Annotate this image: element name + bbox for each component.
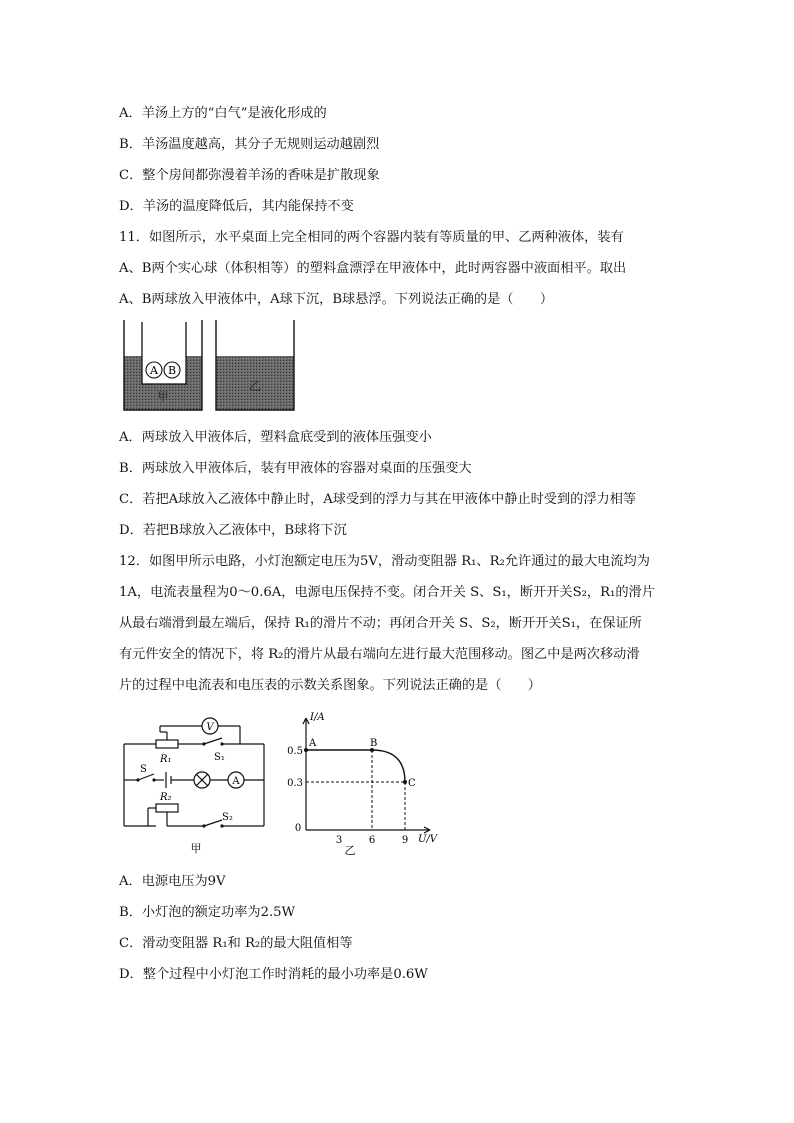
q12-iu-graph (284, 708, 440, 856)
q11-option-d: D．若把B球放入乙液体中，B球将下沉 (119, 523, 347, 538)
x-tick-label-0: 0 (294, 823, 302, 834)
r2-label: R₂ (160, 792, 172, 803)
q12-stem-line-4: 有元件安全的情况下，将 R₂的滑片从最右端向左进行最大范围移动。图乙中是两次移动滑 (119, 647, 640, 662)
graph-caption: 乙 (344, 844, 356, 856)
label-yi: 乙 (248, 379, 262, 393)
container-yi (216, 320, 294, 410)
point-c (403, 780, 407, 784)
ball-a-label: A (150, 364, 158, 377)
y-tick-label-0.5: 0.5 (287, 746, 303, 757)
q12-option-a: A．电源电压为9V (119, 874, 226, 889)
ammeter-label: A (232, 776, 240, 787)
point-label-c: C (408, 778, 416, 789)
q11-stem-line-1: 11．如图所示，水平桌面上完全相同的两个容器内装有等质量的甲、乙两种液体，装有 (119, 230, 624, 245)
q12-option-d: D．整个过程中小灯泡工作时消耗的最小功率是0.6W (119, 967, 428, 982)
container-jia (124, 320, 202, 410)
q11-stem-line-2: A、B两个实心球（体积相等）的塑料盒漂浮在甲液体中，此时两容器中液面相平。取出 (119, 261, 627, 276)
voltmeter-label: V (206, 722, 214, 733)
label-jia: 甲 (157, 390, 169, 403)
q10-option-b: B．羊汤温度越高，其分子无规则运动越剧烈 (119, 137, 380, 152)
q12-stem-line-1: 12．如图甲所示电路，小灯泡额定电压为5V，滑动变阻器 R₁、R₂允许通过的最大电流均为 (119, 554, 650, 569)
switch-s-label: S (140, 764, 147, 775)
r2-resistor (156, 804, 178, 812)
x-tick-label-9: 9 (401, 835, 409, 846)
r1-resistor (156, 740, 178, 748)
q12-stem-line-3: 从最右端滑到最左端后，保持 R₁的滑片不动；再闭合开关 S、S₂，断开开关S₁，在保证所 (119, 616, 642, 631)
q11-option-b: B．两球放入甲液体后，装有甲液体的容器对桌面的压强变大 (119, 461, 472, 476)
x-tick-label-3: 3 (335, 835, 343, 846)
ball-b-label: B (167, 364, 177, 377)
q11-stem-line-3: A、B两球放入甲液体中，A球下沉，B球悬浮。下列说法正确的是（ ） (119, 292, 554, 307)
q12-circuit-diagram (118, 712, 270, 858)
x-axis-label: U/V (418, 834, 438, 845)
switch-s1-label: S₁ (214, 752, 225, 763)
point-label-b: B (370, 738, 378, 749)
q10-option-a: A．羊汤上方的“白气”是液化形成的 (119, 106, 327, 121)
q11-option-c: C．若把A球放入乙液体中静止时，A球受到的浮力与其在甲液体中静止时受到的浮力相等 (119, 492, 637, 507)
switch-s2-label: S₂ (222, 812, 233, 823)
q10-option-c: C．整个房间都弥漫着羊汤的香味是扩散现象 (119, 168, 380, 183)
q12-option-b: B．小灯泡的额定功率为2.5W (119, 905, 296, 920)
circuit-caption: 甲 (190, 842, 202, 855)
q11-option-a: A．两球放入甲液体后，塑料盒底受到的液体压强变小 (119, 430, 432, 445)
y-tick-label-0.3: 0.3 (287, 778, 303, 789)
q12-option-c: C．滑动变阻器 R₁和 R₂的最大阻值相等 (119, 936, 353, 951)
r1-label: R₁ (160, 754, 172, 765)
q10-option-d: D．羊汤的温度降低后，其内能保持不变 (119, 199, 354, 214)
point-a (304, 748, 308, 752)
y-axis-label: I/A (310, 712, 325, 723)
q11-containers-figure (118, 318, 300, 413)
point-label-a: A (309, 738, 317, 749)
curve-b-c (372, 750, 405, 782)
q12-stem-line-5: 片的过程中电流表和电压表的示数关系图象。下列说法正确的是（ ） (119, 678, 541, 693)
x-tick-label-6: 6 (368, 835, 376, 846)
q12-stem-line-2: 1A，电流表量程为0～0.6A，电源电压保持不变。闭合开关 S、S₁，断开开关S₂，R₁的滑片 (119, 585, 655, 600)
chart-axes (303, 718, 430, 833)
